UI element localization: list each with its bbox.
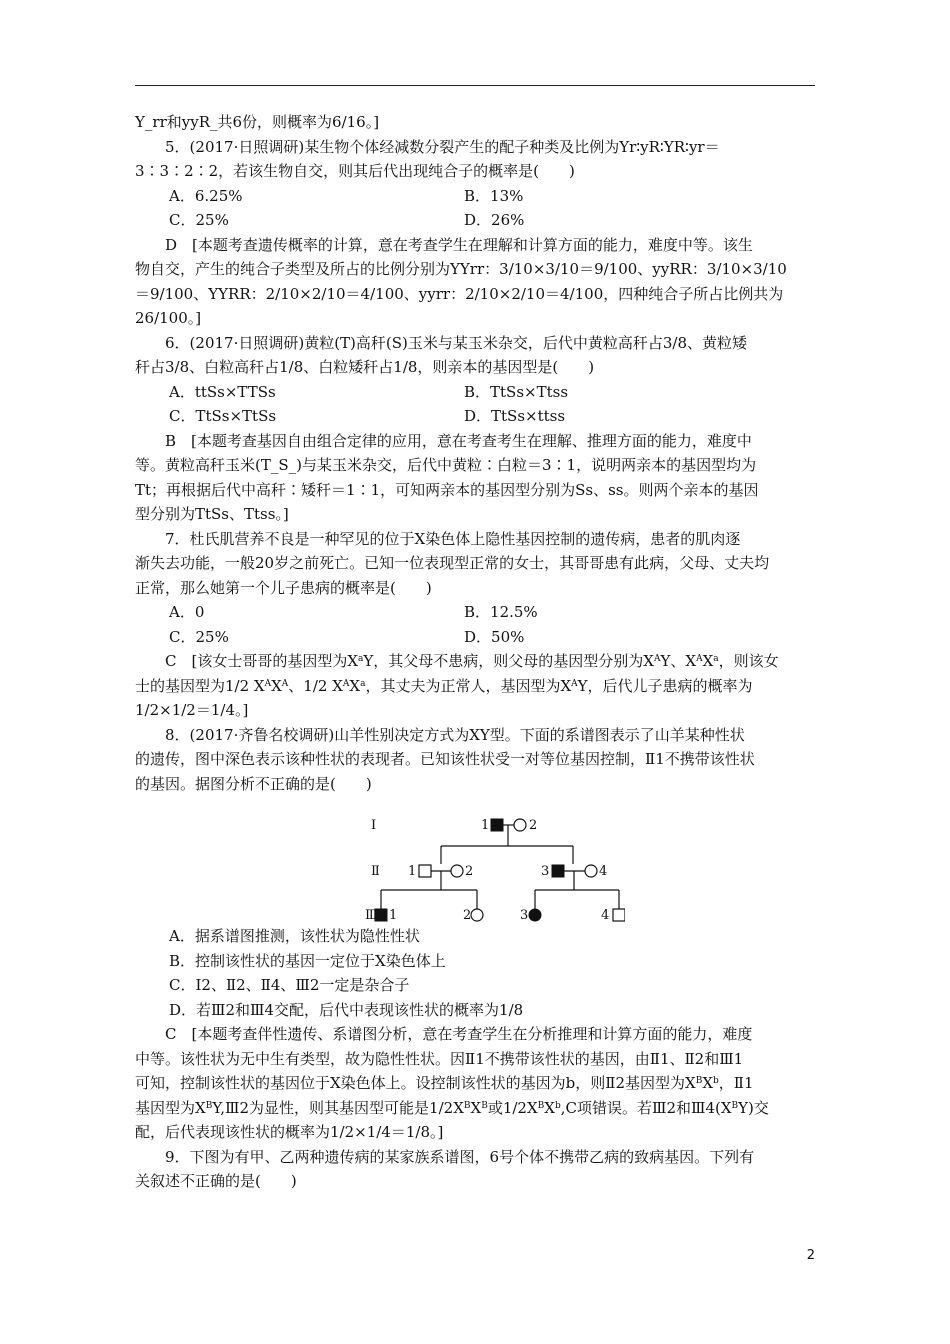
options-row [135,600,815,625]
generation-label-III: Ⅲ [365,908,378,922]
option-d: D．TtSs×ttss [464,407,566,425]
text-line: 3∶3∶2∶2，若该生物自交，则其后代出现纯合子的概率是( ) [135,162,575,180]
options-row [135,625,815,650]
text-line: 物自交，产生的纯合子类型及所占的比例分别为YYrr：3/10×3/10＝9/100、yyRR：3/10×3/10 [135,260,787,278]
label-III1: 1 [389,908,398,922]
individual-II4-female [585,865,597,877]
label-III2: 2 [463,908,472,922]
option-c: C．25% [169,627,229,646]
text-line: 正常，那么她第一个儿子患病的概率是( ) [135,578,432,597]
generation-label-I: Ⅰ [371,818,377,833]
text-line: 基因型为$X^BY,Ⅲ2$为显性，则其基因型可能是$1/2X^BX^B$或$1/2X^BX^b,C$项错误。若Ⅲ2和$Ⅲ4(X^BY)$交 [135,1098,769,1117]
text-line: 26/100。] [135,309,202,327]
pedigree-svg [365,798,625,922]
individual-III4-male [613,909,625,921]
label-II3: 3 [541,864,550,879]
options-row [135,380,815,405]
individual-II1-male [419,865,431,877]
answer-6: B [本题考查基因自由组合定律的应用，意在考查考生在理解、推理方面的能力，难度中 [165,431,752,450]
label-III4: 4 [601,908,610,922]
text-line: 等。黄粒高秆玉米(T_S_)与某玉米杂交，后代中黄粒∶白粒＝3∶1，说明两亲本的基因型均为 [135,456,757,474]
options-row [135,184,815,209]
answer-5: D [本题考查遗传概率的计算，意在考查学生在理解和计算方面的能力，难度中等。该生 [165,235,753,254]
question-5: 5．(2017·日照调研)某生物个体经减数分裂产生的配子种类及比例为Yr∶yR∶YR∶yr＝ [165,137,720,156]
text-line: 的基因。据图分析不正确的是( ) [135,774,372,793]
label-II4: 4 [599,864,608,879]
question-8: 8．(2017·齐鲁名校调研)山羊性别决定方式为XY型。下面的系谱图表示了山羊某种性状 [165,725,745,744]
answer-7: C [该女士哥哥的基因型为$X^aY$，其父母不患病，则父母的基因型分别为$X^AY$、$X^AX^a$，则该女 [165,652,779,670]
individual-III3-affected-female [529,909,541,921]
option-a: A．0 [169,603,205,621]
option-d: D．若Ⅲ2和Ⅲ4交配，后代中表现该性状的概率为1/8 [169,1000,524,1019]
text-line: Tt；再根据后代中高秆∶矮秆＝1∶1，可知两亲本的基因型分别为Ss、ss。则两个亲本的基因 [135,480,759,499]
question-9: 9．下图为有甲、乙两种遗传病的某家族系谱图，6号个体不携带乙病的致病基因。下列有 [165,1147,755,1166]
text-line: 可知，控制该性状的基因位于X染色体上。设控制该性状的基因为b，则Ⅱ2基因型为$X^BX^b$，Ⅱ1 [135,1074,754,1092]
option-b: B．13% [464,186,524,205]
options-row [135,208,815,233]
text-line: 型分别为TtSs、Ttss。] [135,505,289,523]
option-d: D．26% [464,211,525,229]
text-line: 1/2×1/2＝1/4。] [135,701,249,719]
option-d: D．50% [464,627,525,646]
label-II1: 1 [408,864,417,879]
individual-III2-female [471,909,483,921]
text-line: 中等。该性状为无中生有类型，故为隐性性状。因Ⅱ1不携带该性状的基因，由Ⅱ1、Ⅱ2和Ⅲ1 [135,1049,744,1068]
text-line: 配，后代表现该性状的概率为1/2×1/4＝1/8。] [135,1123,444,1141]
option-a: A．据系谱图推测，该性状为隐性性状 [169,927,420,945]
text-line: 士的基因型为1/2 $X^AX^A$、1/2 $X^AX^a$，其丈夫为正常人，基因型为$X^AY$，后代儿子患病的概率为 [135,676,753,695]
text-line: 秆占3/8、白粒高秆占1/8、白粒矮秆占1/8，则亲本的基因型是( ) [135,358,595,376]
label-III3: 3 [520,908,529,922]
option-a: A．ttSs×TTSs [169,382,276,401]
question-6: 6．(2017·日照调研)黄粒(T)高秆(S)玉米与某玉米杂交，后代中黄粒高秆占3/8、黄粒矮 [165,333,748,352]
document-body [135,110,815,1194]
label-II2: 2 [465,864,474,879]
header-rule [135,85,815,86]
option-c: C．Ⅰ2、Ⅱ2、Ⅱ4、Ⅲ2一定是杂合子 [169,976,410,994]
option-b: B．12.5% [464,603,538,621]
text-line: 的遗传，图中深色表示该种性状的表现者。已知该性状受一对等位基因控制，Ⅱ1不携带该性状 [135,750,755,768]
question-7: 7．杜氏肌营养不良是一种罕见的位于X染色体上隐性基因控制的遗传病，患者的肌肉逐 [165,529,741,548]
label-I2: 2 [529,818,538,833]
label-I1: 1 [481,818,490,833]
option-a: A．6.25% [169,186,243,205]
generation-label-II: Ⅱ [371,864,380,879]
option-b: B．TtSs×Ttss [464,382,569,401]
option-b: B．控制该性状的基因一定位于X染色体上 [169,951,446,970]
individual-II3-affected-male [552,865,564,877]
pedigree-chart [135,796,815,924]
option-c: C．25% [169,211,229,229]
text-line: Y_rr和yyR_共6份，则概率为6/16。] [135,113,380,131]
individual-I1-affected-male [491,819,503,831]
options-row [135,404,815,429]
page-number: 2 [806,1248,815,1263]
individual-I2-female [514,819,526,831]
option-c: C．TtSs×TtSs [169,407,277,425]
answer-8: C [本题考查伴性遗传、系谱图分析，意在考查学生在分析推理和计算方面的能力，难度 [165,1025,753,1043]
text-line: ＝9/100、YYRR：2/10×2/10＝4/100、yyrr：2/10×2/10＝4/100，四种纯合子所占比例共为 [135,284,784,303]
text-line: 渐失去功能，一般20岁之前死亡。已知一位表现型正常的女士，其哥哥患有此病，父母、丈夫均 [135,554,770,572]
individual-II2-female [451,865,463,877]
text-line: 关叙述不正确的是( ) [135,1172,297,1190]
